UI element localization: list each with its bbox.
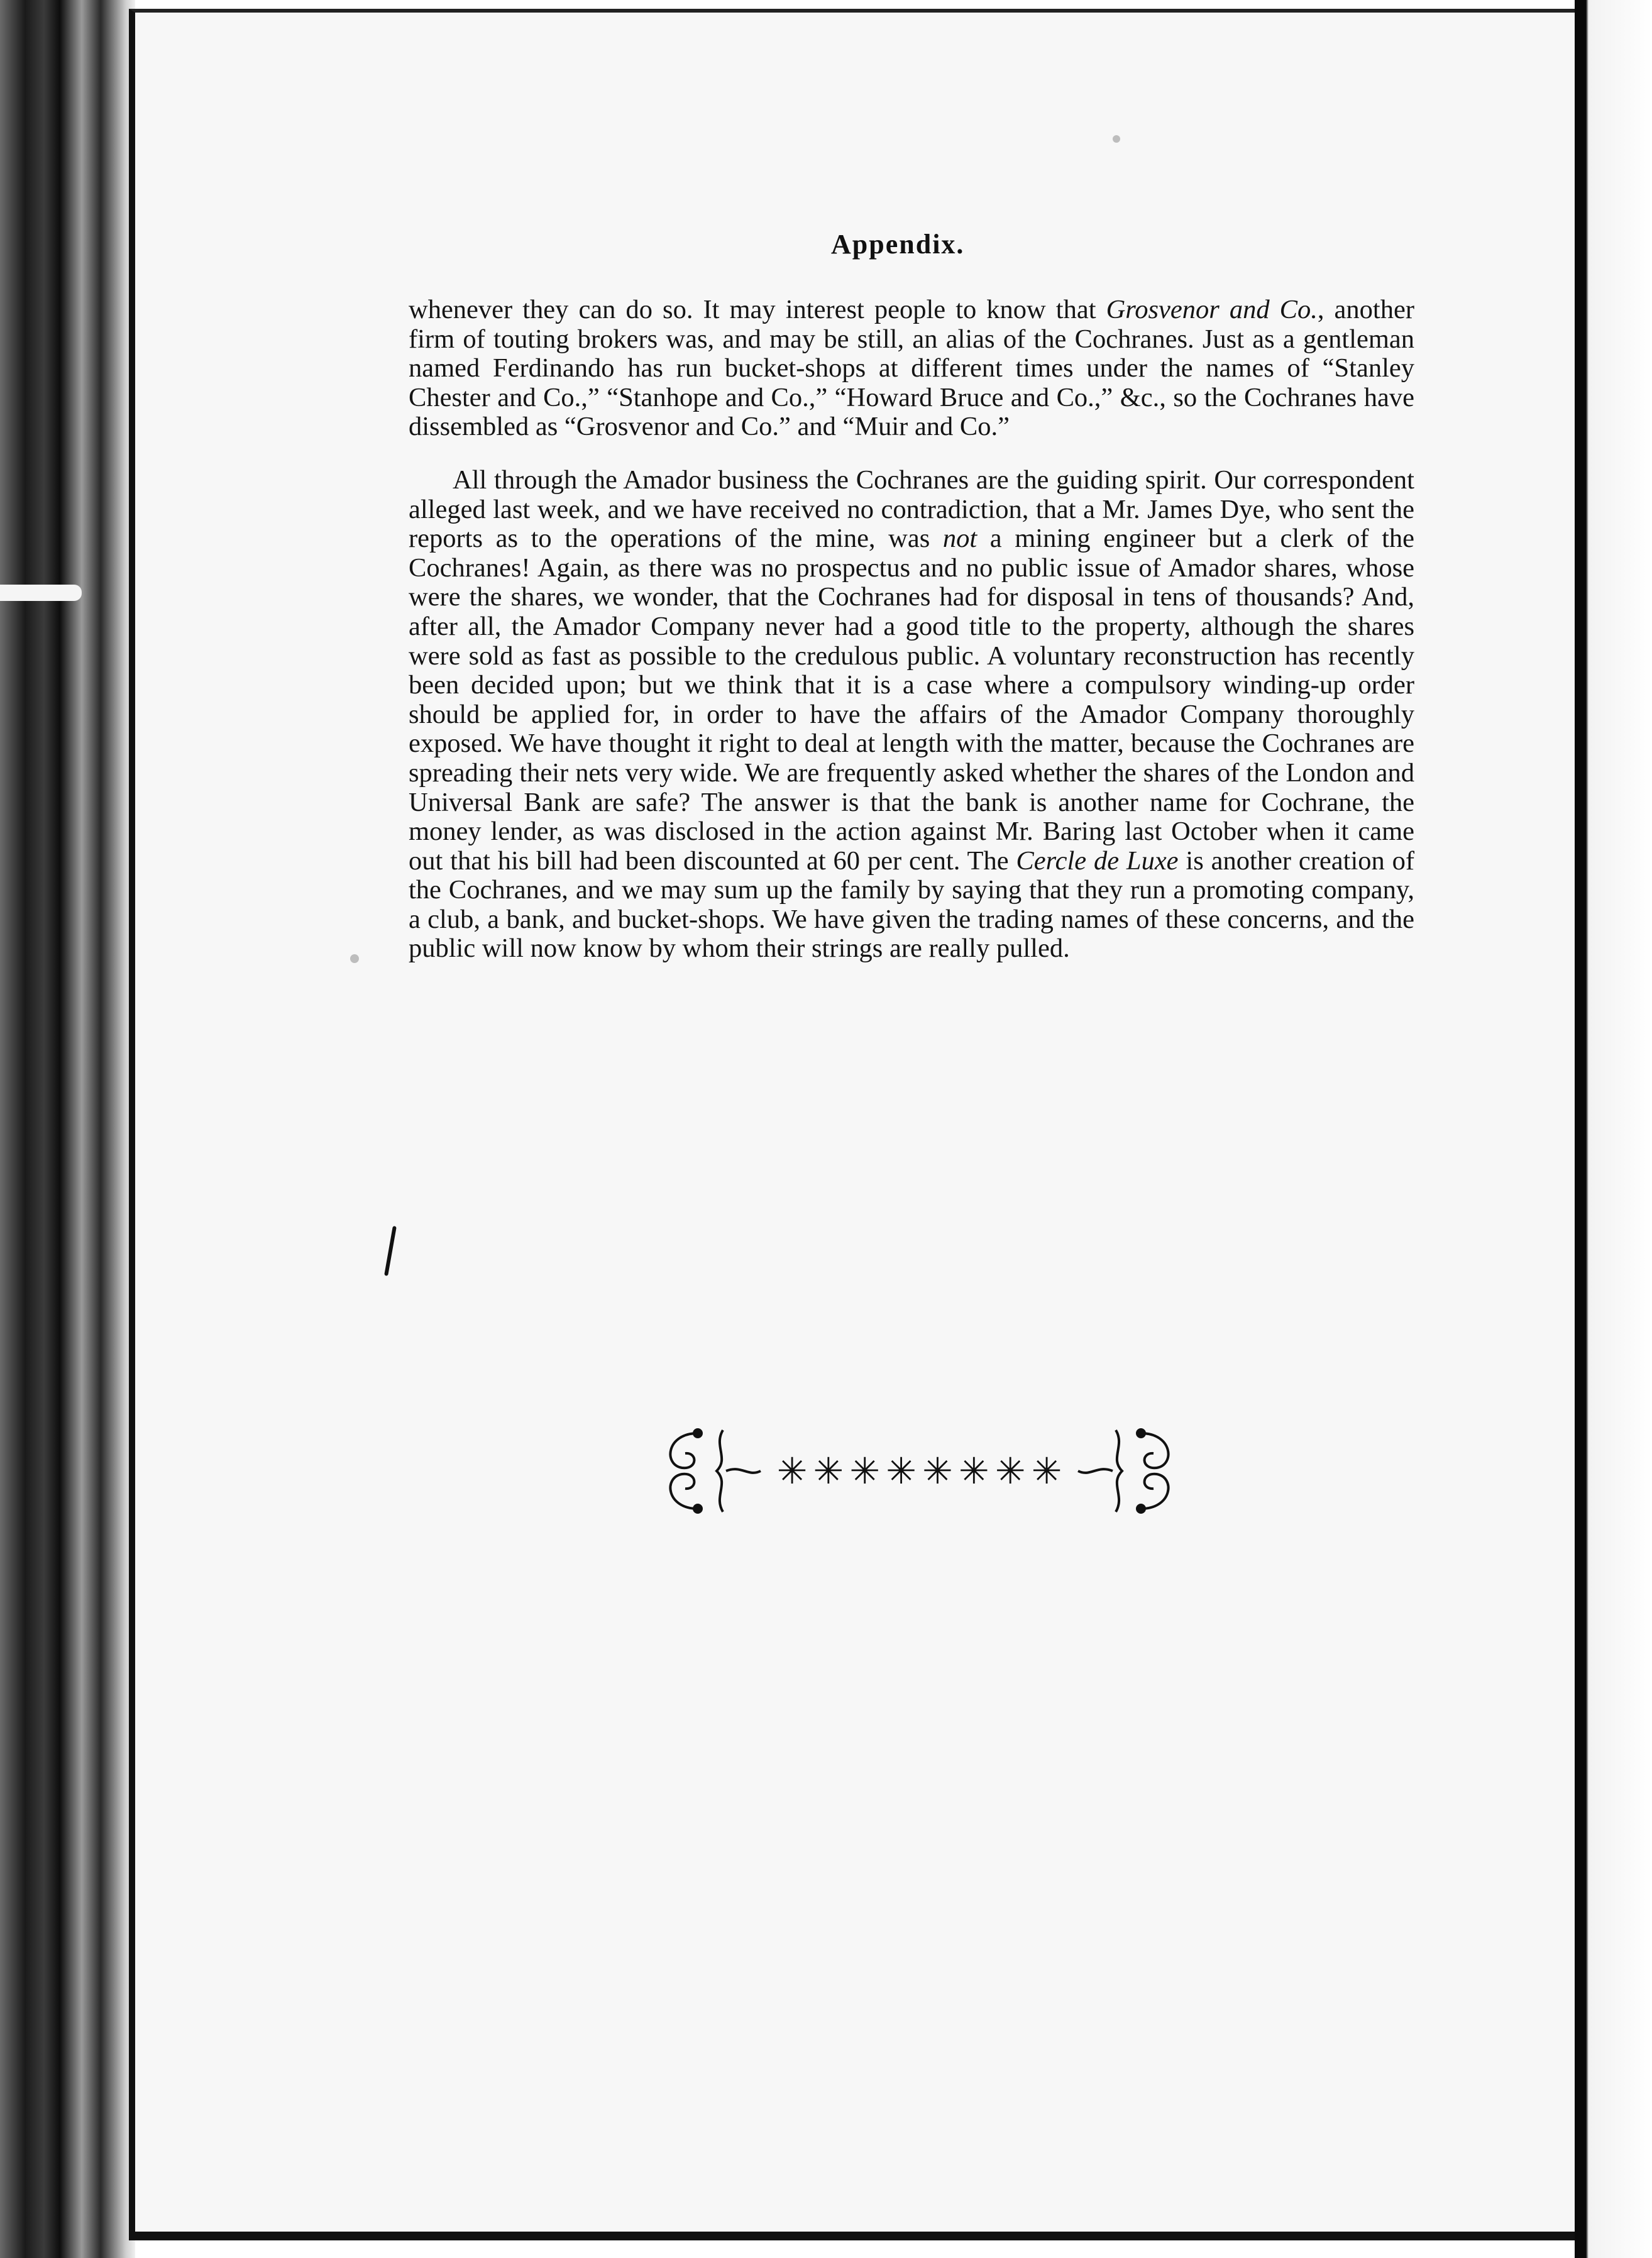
italic-run: Grosvenor and Co. — [1106, 295, 1318, 324]
ornament-star: ✳ — [1031, 1450, 1062, 1492]
star-row — [777, 1450, 1062, 1492]
ornament-star: ✳ — [813, 1450, 844, 1492]
running-head: Appendix. — [831, 229, 965, 260]
text-run: All through the Amador business the Cochranes are the guiding spirit. Our correspondent alleged last week, and we have received no contradiction, that a Mr. James Dye, who sent the reports as to the operations of the mine, was — [409, 465, 1414, 554]
paragraph-1 — [409, 295, 1414, 442]
text-run: is another creation of the Cochranes, and we may sum up the family by saying that they run a promoting company, a club, a bank, and bucket-shops. We have given the trading names of these concerns, and the public will now know by whom their strings are really pulled. — [409, 845, 1414, 964]
page-speck — [350, 954, 359, 963]
binding-tab — [0, 585, 82, 601]
ornament-star: ✳ — [958, 1450, 989, 1492]
italic-run: not — [942, 524, 977, 554]
italic-run: Cercle de Luxe — [1016, 845, 1179, 876]
text-run: a mining engineer but a clerk of the Cochranes! Again, as there was no prospectus and no public issue of Amador shares, whose were the shares, we wonder, that the Cochranes had for disposal in tens of thousands? And, after all, the Amador Company never had a good title to the property, although the shares were sold as fast as possible to the credulous public. A voluntary reconstruction has recently been decided upon; but we think that it is a case where a compulsory winding-up order should be applied for, in order to have the affairs of the Amador Company thoroughly exposed. We have thought it right to deal at length with the matter, because the Cochranes are spreading their nets very wide. We are frequently asked whether the shares of the London and Universal Bank are safe? The answer is that the bank is another name for Cochrane, the money lender, as was disclosed in the action against Mr. Baring last October when it came out that his bill had been discounted at 60 per cent. The — [409, 524, 1414, 876]
left-scroll-flourish — [670, 1429, 761, 1512]
printers-ornament — [654, 1421, 1185, 1521]
ornament-star: ✳ — [922, 1450, 953, 1492]
ornament-star: ✳ — [776, 1450, 808, 1492]
ornament-star: ✳ — [994, 1450, 1026, 1492]
page-speck — [1113, 135, 1120, 143]
ornament-star: ✳ — [886, 1450, 917, 1492]
text-run: , another firm of touting brokers was, and may be still, an alias of the Cochranes. Just as a gentleman named Ferdinando has run bucket-shops at different times under the names of “Stanley Chester and Co.,” “Stanhope and Co.,” “Howard Bruce and Co.,” &c., so the Cochranes have dissembled as “Grosvenor and Co.” and “Muir and Co.” — [409, 295, 1414, 442]
ornament-star: ✳ — [849, 1450, 881, 1492]
book-binding-edge — [0, 0, 135, 2258]
body-text — [409, 295, 1414, 964]
paragraph-2 — [409, 466, 1414, 964]
facing-page-edge — [1575, 0, 1652, 2258]
text-run: whenever they can do so. It may interest people to know that — [409, 295, 1106, 324]
right-scroll-flourish — [1078, 1429, 1169, 1512]
